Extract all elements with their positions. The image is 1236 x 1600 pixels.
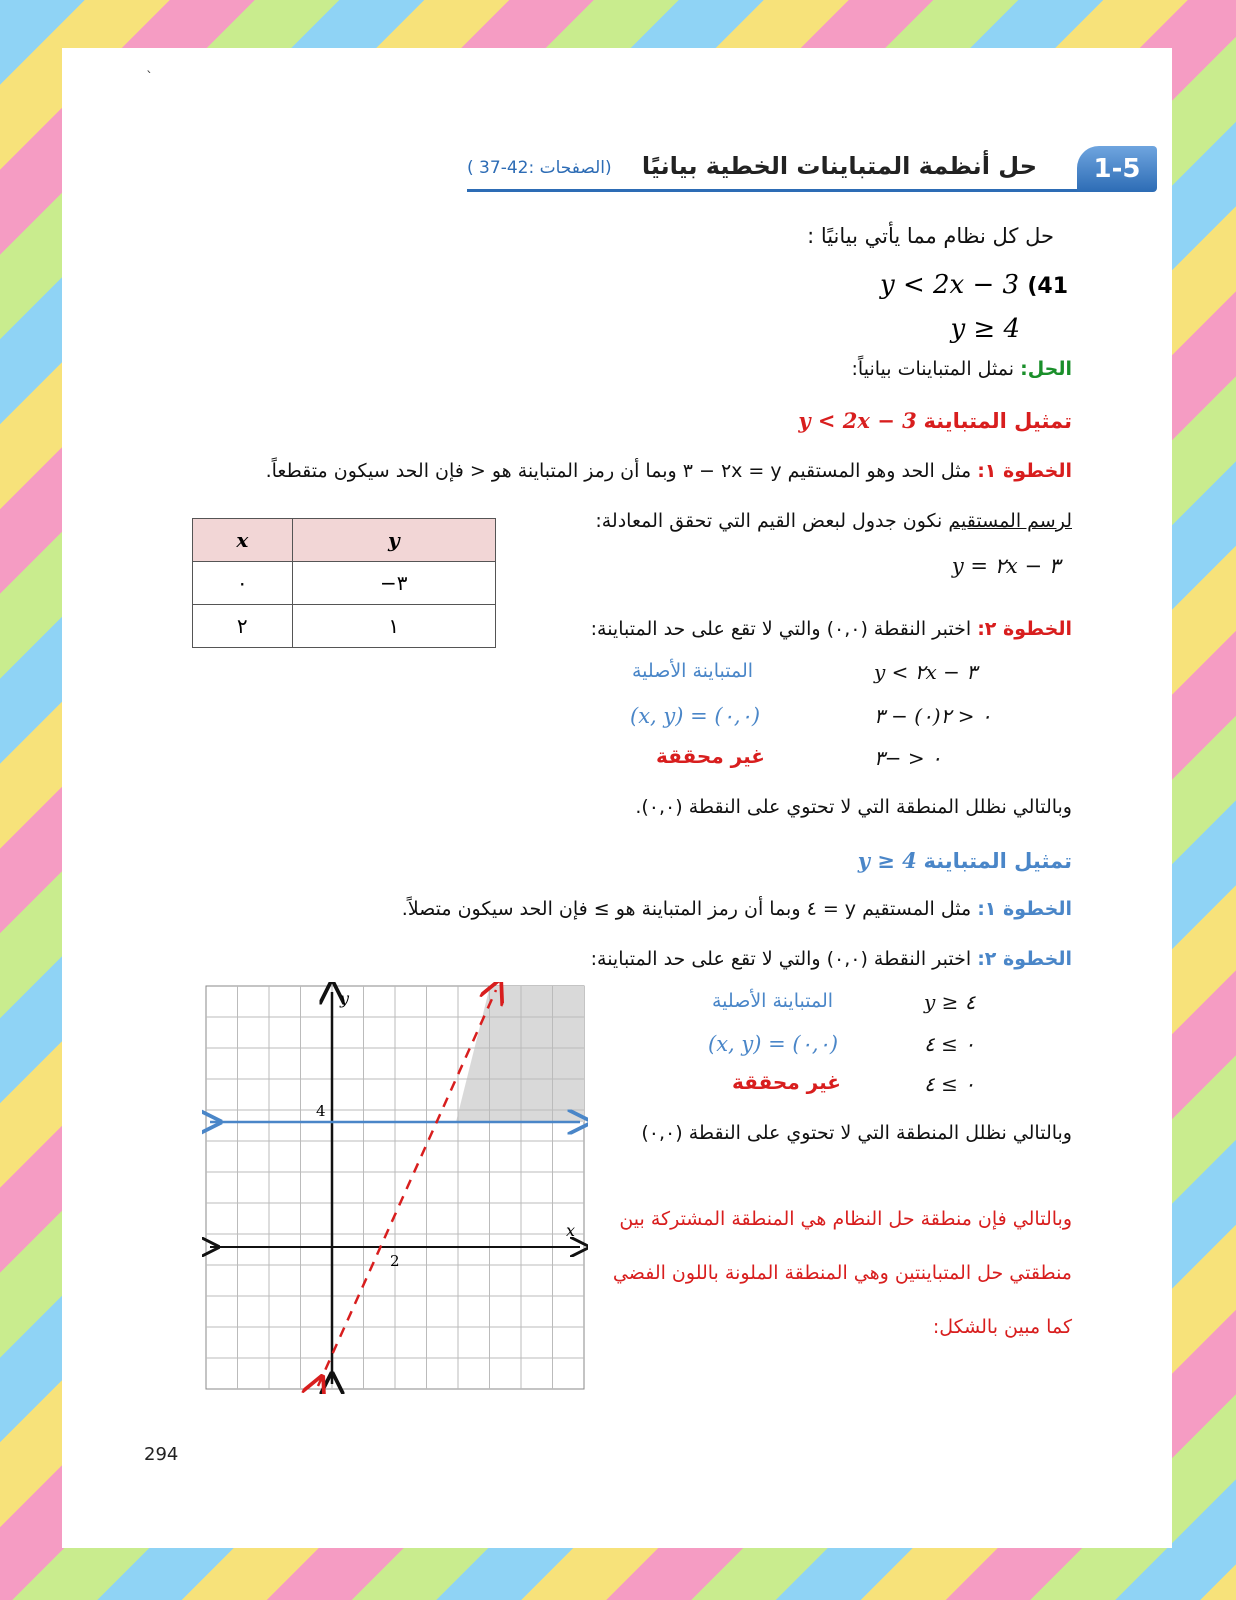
table-header-x: x — [193, 519, 293, 562]
part1-step2-label: الخطوة ٢: — [977, 618, 1072, 640]
tick-label-4: 4 — [316, 1102, 326, 1120]
part2-step1-text: مثل المستقيم y = ٤ وبما أن رمز المتباينة هو ≥ فإن الحد سيكون متصلاً. — [401, 898, 972, 920]
part2-check-right-3: غير محققة — [732, 1070, 841, 1094]
lesson-pages: (الصفحات :42-37 ) — [467, 158, 612, 178]
part1-conclusion: وبالتالي نظلل المنطقة التي لا تحتوي على النقطة (٠,٠). — [635, 796, 1072, 818]
final-line-3: كما مبين بالشكل: — [932, 1316, 1072, 1338]
tick-label-2: 2 — [390, 1252, 400, 1270]
table-intro — [595, 510, 1072, 532]
solution-text: نمثل المتباينات بيانياً: — [851, 358, 1015, 380]
table-header-y: y — [292, 519, 495, 562]
table-intro-rest: نكون جدول لبعض القيم التي تحقق المعادلة: — [595, 510, 943, 532]
part1-check-left-3: ٠ < −٣ — [874, 746, 942, 770]
banner-line — [467, 189, 1087, 192]
part2-step1 — [402, 898, 1072, 920]
table-cell: ١ — [292, 605, 495, 648]
page-number: 294 — [144, 1444, 179, 1465]
problem-ineq2: y ≥ 4 — [950, 314, 1020, 344]
part2-check-right-2: (x, y) = (٠,٠) — [708, 1032, 839, 1056]
part2-heading — [858, 848, 1072, 873]
final-line-1: وبالتالي فإن منطقة حل النظام هي المنطقة المشتركة بين — [619, 1208, 1072, 1230]
problem-ineq1: y < 2x − 3 — [879, 270, 1020, 300]
part1-step1-text: مثل الحد وهو المستقيم y = ٢x − ٣ وبما أن رمز المتباينة هو < فإن الحد سيكون متقطعاً. — [265, 460, 972, 482]
part1-check-left-1: y < ٢x − ٣ — [874, 660, 978, 684]
y-axis-label: y — [340, 989, 350, 1008]
lesson-banner — [467, 146, 1157, 194]
part1-step1 — [266, 460, 1072, 482]
part2-step2 — [591, 948, 1072, 970]
solution-line — [852, 358, 1072, 380]
table-row — [193, 562, 496, 605]
part2-check-right-1: المتباينة الأصلية — [712, 990, 834, 1012]
table-cell: −٣ — [292, 562, 495, 605]
part1-step1-label: الخطوة ١: — [977, 460, 1072, 482]
table-cell: ٠ — [193, 562, 293, 605]
final-line-2: منطقتي حل المتباينتين وهي المنطقة الملونة باللون الفضي — [612, 1262, 1072, 1284]
part2-step2-text: اختبر النقطة (٠,٠) والتي لا تقع على حد المتباينة: — [590, 948, 972, 970]
part1-check-left-2: ٠ < ٢(٠) − ٣ — [874, 704, 992, 728]
part2-check-left-3: ٠ ≥ ٤ — [924, 1072, 975, 1096]
part1-heading — [798, 408, 1072, 433]
lesson-title: حل أنظمة المتباينات الخطية بيانيًا — [641, 152, 1037, 180]
part1-heading-math: y < 2x − 3 — [798, 408, 917, 433]
table-intro-underlined: لرسم المستقيم — [948, 510, 1072, 532]
lesson-number: 1-5 — [1077, 146, 1157, 192]
equation: y = ٢x − ٣ — [951, 554, 1060, 578]
part1-check-right-2: (x, y) = (٠,٠) — [630, 704, 761, 728]
coordinate-graph — [202, 982, 588, 1394]
page — [62, 48, 1172, 1548]
part1-heading-text: تمثيل المتباينة — [923, 409, 1072, 433]
part1-step2 — [591, 618, 1072, 640]
solution-label: الحل: — [1020, 358, 1072, 380]
part2-conclusion: وبالتالي نظلل المنطقة التي لا تحتوي على النقطة (٠,٠) — [641, 1122, 1072, 1144]
part2-heading-text: تمثيل المتباينة — [923, 849, 1072, 873]
part2-check-left-2: ٠ ≥ ٤ — [924, 1032, 975, 1056]
problem-number: (41 — [1027, 274, 1068, 299]
table-header-row — [193, 519, 496, 562]
x-axis-label: x — [566, 1221, 576, 1240]
part1-check-right-3: غير محققة — [656, 744, 765, 768]
part2-check-left-1: y ≥ ٤ — [924, 990, 976, 1014]
part1-check-right-1: المتباينة الأصلية — [632, 660, 754, 682]
part2-step1-label: الخطوة ١: — [977, 898, 1072, 920]
part1-step2-text: اختبر النقطة (٠,٠) والتي لا تقع على حد المتباينة: — [590, 618, 972, 640]
values-table — [192, 518, 496, 648]
stray-mark: ` — [146, 70, 153, 86]
part2-heading-math: y ≥ 4 — [857, 848, 917, 873]
problem-line1 — [880, 270, 1068, 300]
intro-text: حل كل نظام مما يأتي بيانيًا : — [807, 224, 1054, 248]
table-row — [193, 605, 496, 648]
table-cell: ٢ — [193, 605, 293, 648]
part2-step2-label: الخطوة ٢: — [977, 948, 1072, 970]
